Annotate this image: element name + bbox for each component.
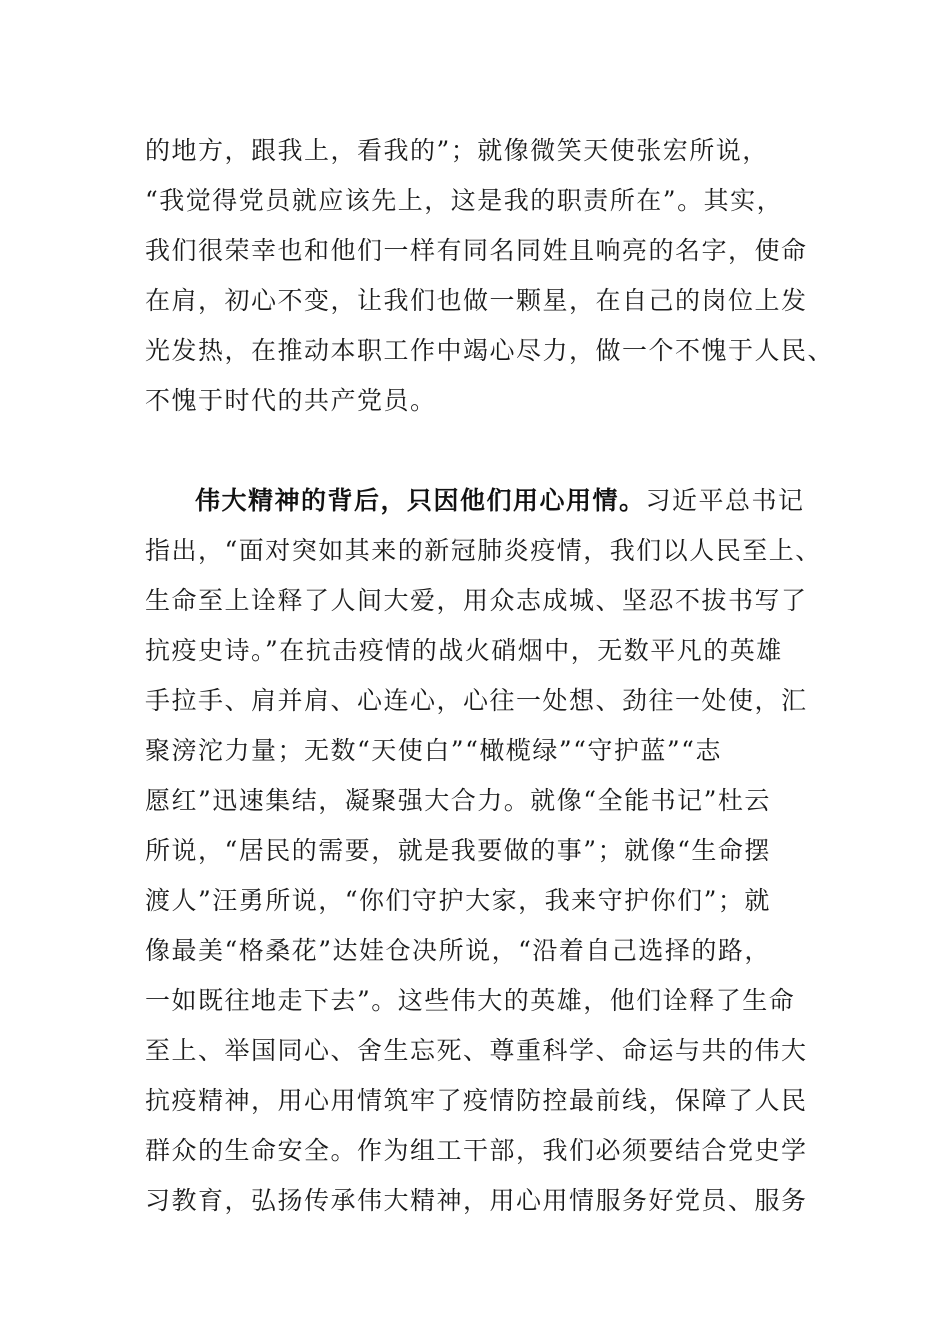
- paragraph-first-line-text: 习近平总书记: [645, 486, 805, 515]
- text-line: 抗疫史诗。”在抗击疫情的战火硝烟中，无数平凡的英雄: [145, 636, 783, 665]
- text-line: 不愧于时代的共产党员。: [145, 386, 437, 415]
- text-line: 渡人”汪勇所说，“你们守护大家，我来守护你们”；就: [145, 886, 771, 915]
- text-line: “我觉得党员就应该先上，这是我的职责所在”。其实，: [145, 186, 784, 215]
- text-line: 所说，“居民的需要，就是我要做的事”；就像“生命摆: [145, 836, 771, 865]
- text-line: 光发热，在推动本职工作中竭心尽力，做一个不愧于人民、: [145, 336, 835, 365]
- text-line: 一如既往地走下去”。这些伟大的英雄，他们诠释了生命: [145, 986, 796, 1015]
- text-line: 生命至上诠释了人间大爱，用众志成城、坚忍不拔书写了: [145, 586, 808, 615]
- text-line: 的地方，跟我上，看我的”；就像微笑天使张宏所说，: [145, 136, 769, 165]
- text-line: 手拉手、肩并肩、心连心，心往一处想、劲往一处使，汇: [145, 686, 808, 715]
- text-line: 指出，“面对突如其来的新冠肺炎疫情，我们以人民至上、: [145, 536, 822, 565]
- text-line: 像最美“格桑花”达娃仓决所说，“沿着自己选择的路，: [145, 936, 771, 965]
- text-line: 我们很荣幸也和他们一样有同名同姓且响亮的名字，使命: [145, 236, 808, 265]
- paragraph-heading: 伟大精神的背后，只因他们用心用情。: [195, 486, 646, 515]
- text-line: 愿红”迅速集结，凝聚强大合力。就像“全能书记”杜云: [145, 786, 771, 815]
- text-line: 至上、举国同心、舍生忘死、尊重科学、命运与共的伟大: [145, 1036, 808, 1065]
- text-line: 聚滂沱力量；无数“天使白”“橄榄绿”“守护蓝”“志: [145, 736, 722, 765]
- text-line: 在肩，初心不变，让我们也做一颗星，在自己的岗位上发: [145, 286, 808, 315]
- text-line: 群众的生命安全。作为组工干部，我们必须要结合党史学: [145, 1136, 808, 1165]
- text-line: 习教育，弘扬传承伟大精神，用心用情服务好党员、服务: [145, 1186, 808, 1215]
- paragraph-first-line: [195, 483, 875, 519]
- text-line: 抗疫精神，用心用情筑牢了疫情防控最前线，保障了人民: [145, 1086, 808, 1115]
